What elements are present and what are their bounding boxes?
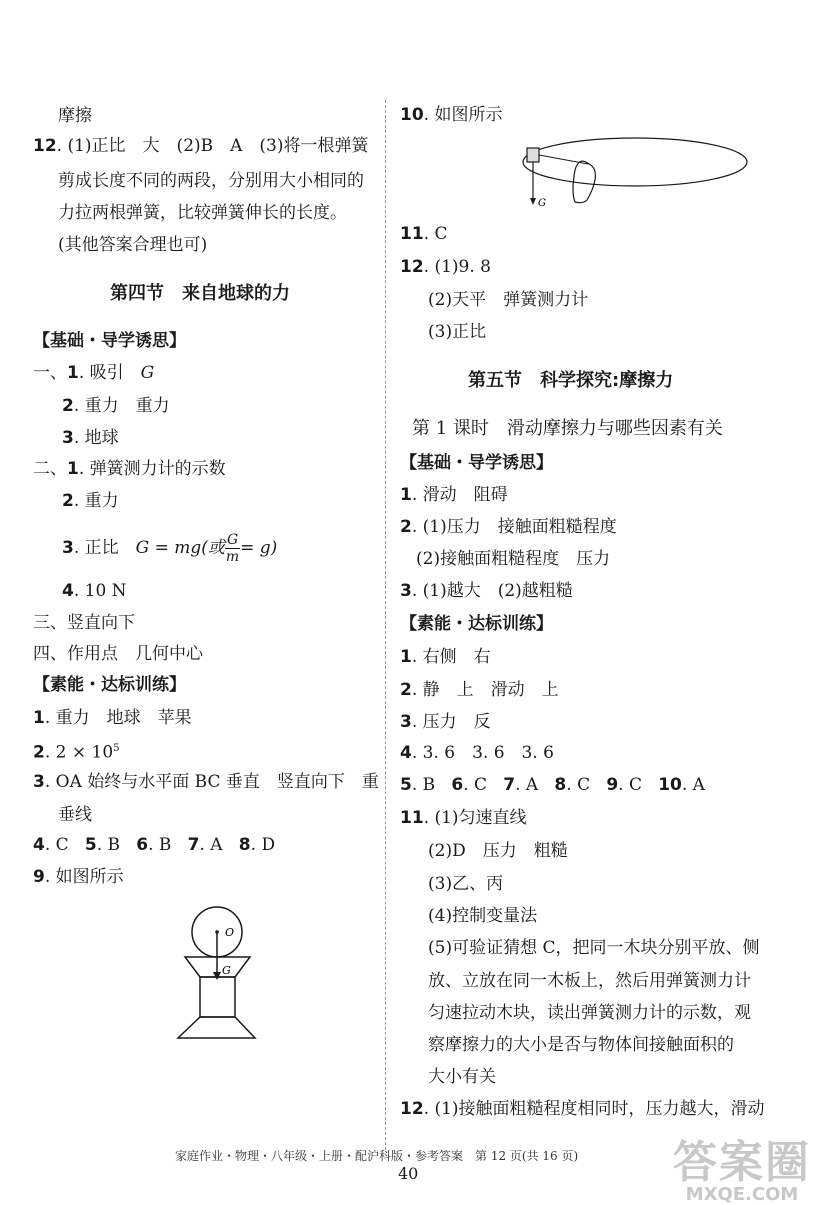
answer-text: . 重力 地球 苹果: [44, 708, 192, 728]
figure-gravity-on-ball: [170, 900, 280, 1050]
item-number: 3: [62, 428, 74, 448]
item-er-2: [62, 490, 119, 512]
item-number: 2: [62, 396, 74, 416]
answer-line: (2)天平 弹簧测力计: [428, 290, 589, 310]
answer-line: 大小有关: [428, 1067, 496, 1087]
item-yi-3: [62, 427, 119, 449]
item-number: 12: [400, 1099, 424, 1119]
answer-text: . C: [566, 775, 591, 795]
basic-2: [400, 516, 617, 538]
watermark-text: 答案圈: [673, 1137, 811, 1188]
answer-text: . 压力 反: [411, 712, 491, 732]
section-header-training: 【素能・达标训练】: [33, 675, 186, 695]
answer-text: . 弹簧测力计的示数: [78, 459, 226, 479]
weight-object: [527, 148, 539, 162]
answer-text: . C: [423, 224, 448, 244]
answer-line: 察摩擦力的大小是否与物体间接触面积的: [428, 1035, 734, 1055]
label-o: O: [225, 926, 235, 939]
label-g: G: [222, 964, 231, 977]
item-number: 2: [33, 742, 45, 763]
item-er-3: [62, 528, 277, 568]
training-r1: [400, 646, 491, 668]
answer-text: . C: [618, 775, 642, 795]
item-number: 4: [62, 581, 74, 601]
answer-line: (2)接触面粗糙程度 压力: [416, 549, 611, 569]
column-divider: [385, 100, 386, 1150]
fraction-denominator: m: [225, 549, 240, 565]
item-number: 5: [400, 775, 412, 795]
answer-text: . (1)匀速直线: [423, 808, 527, 828]
answer-text: . 重力: [73, 491, 119, 511]
item-number: 1: [33, 708, 45, 728]
orbit-ellipse: [523, 138, 747, 186]
question-number: 11: [400, 224, 424, 244]
answer-text: . B: [148, 835, 172, 855]
item-number: 8: [554, 775, 567, 795]
answer-text: . D: [250, 835, 276, 855]
item-number: 3: [62, 538, 74, 558]
item-number: 1: [67, 363, 79, 383]
training-9: [33, 866, 124, 888]
answer-text: . A: [515, 775, 539, 795]
stand-base: [178, 1017, 255, 1038]
section-title: 第四节 来自地球的力: [110, 283, 290, 304]
item-number: 7: [503, 775, 516, 795]
item-si: 四、作用点 几何中心: [33, 644, 203, 664]
part-label: 一、: [33, 363, 67, 383]
answer-text: . 吸引: [78, 363, 141, 383]
answer-text: . B: [96, 835, 121, 855]
question-10: [400, 104, 502, 126]
answer-text: . 滑动 阻碍: [411, 485, 508, 505]
training-3: [33, 771, 379, 793]
question-12: [33, 135, 369, 157]
answer-line: 剪成长度不同的两段，分别用大小相同的: [58, 171, 364, 191]
watermark-url: MXQE.COM: [685, 1184, 799, 1205]
answer-text: . 正比: [73, 538, 136, 558]
answer-line: 匀速拉动木块，读出弹簧测力计的示数，观: [428, 1003, 751, 1023]
answer-text: . 如图所示: [44, 867, 124, 887]
answer-text: . (1)压力 接触面粗糙程度: [411, 517, 617, 537]
item-number: 2: [400, 680, 412, 700]
part-label: 二、: [33, 459, 67, 479]
answer-text: . A: [199, 835, 223, 855]
item-number: 10: [658, 775, 682, 795]
page-footer: 家庭作业・物理・八年级・上册・配沪科版・参考答案 第 12 页(共 16 页): [175, 1149, 579, 1163]
item-er-1: [33, 458, 226, 480]
formula: G = mg(或: [135, 538, 225, 558]
item-number: 1: [67, 459, 79, 479]
string-line: [539, 155, 588, 164]
training-r11: [400, 807, 527, 829]
answer-text: . 如图所示: [423, 105, 503, 125]
arrow-head: [213, 972, 221, 980]
basic-1: [400, 484, 508, 506]
training-r5-10: [400, 774, 705, 796]
exponent: 5: [113, 743, 120, 754]
item-san: 三、竖直向下: [33, 613, 135, 633]
item-number: 9: [33, 867, 45, 887]
answer-text: . 静 上 滑动 上: [411, 680, 559, 700]
item-yi-1: [33, 362, 154, 384]
fraction: [225, 532, 240, 565]
item-number: 3: [33, 772, 45, 792]
page-number: 40: [398, 1164, 419, 1183]
training-r12: [400, 1098, 765, 1120]
fraction-numerator: G: [226, 532, 239, 548]
answer-line: (2)D 压力 粗糙: [428, 841, 568, 861]
question-12-right: [400, 256, 491, 278]
formula: = g): [240, 538, 278, 558]
label-g: G: [538, 198, 546, 209]
variable: G: [140, 363, 155, 383]
answer-text: . B: [411, 775, 436, 795]
answer-text: . 10 N: [73, 581, 127, 601]
basic-3: [400, 580, 573, 602]
item-number: 2: [400, 517, 412, 537]
stand-middle: [200, 977, 235, 1017]
answer-text: . (1)越大 (2)越粗糙: [411, 581, 573, 601]
item-number: 11: [400, 808, 424, 828]
section-header-training: 【素能・达标训练】: [400, 614, 553, 634]
section-title: 第五节 科学探究:摩擦力: [468, 370, 674, 391]
answer-text: . C: [463, 775, 488, 795]
arrow-head: [530, 198, 536, 205]
item-number: 3: [400, 581, 412, 601]
answer-text: . (1)接触面粗糙程度相同时，压力越大，滑动: [423, 1099, 765, 1119]
answer-text: . 2 × 10: [44, 742, 114, 763]
item-number: 8: [238, 835, 251, 855]
training-4-8: [33, 834, 275, 856]
answer-line: 力拉两根弹簧，比较弹簧伸长的长度。: [58, 203, 347, 223]
item-number: 3: [400, 712, 412, 732]
section-header-basic: 【基础・导学诱思】: [400, 453, 553, 473]
item-number: 1: [400, 647, 412, 667]
answer-text: . C: [44, 835, 69, 855]
hand-shape: [573, 161, 595, 203]
item-number: 5: [84, 835, 97, 855]
question-11: [400, 223, 448, 245]
item-number: 2: [62, 491, 74, 511]
question-number: 10: [400, 105, 424, 125]
item-number: 4: [33, 835, 45, 855]
answer-text: . (1)9. 8: [423, 257, 491, 277]
answer-text: . 重力 重力: [73, 396, 170, 416]
item-number: 4: [400, 743, 412, 763]
item-number: 9: [606, 775, 619, 795]
question-number: 12: [33, 136, 57, 156]
answer-text: . A: [681, 775, 705, 795]
answer-text: . 右侧 右: [411, 647, 491, 667]
answer-text: . (1)正比 大 (2)B A (3)将一根弹簧: [56, 136, 369, 156]
answer-line: (3)正比: [428, 322, 487, 342]
training-r2: [400, 679, 559, 701]
answer-text: . 地球: [73, 428, 119, 448]
training-r3: [400, 711, 491, 733]
answer-line: (其他答案合理也可): [58, 235, 208, 255]
answer-text: . OA 始终与水平面 BC 垂直 竖直向下 重: [44, 772, 379, 792]
training-3-continuation: 垂线: [58, 805, 92, 825]
answer-line: (4)控制变量法: [428, 906, 538, 926]
item-er-4: [62, 580, 127, 602]
continuation-text: 摩擦: [58, 106, 92, 126]
item-number: 1: [400, 485, 412, 505]
item-number: 6: [136, 835, 149, 855]
section-header-basic: 【基础・导学诱思】: [33, 331, 186, 351]
answer-line: (3)乙、丙: [428, 874, 504, 894]
item-number: 7: [187, 835, 200, 855]
lesson-title: 第 1 课时 滑动摩擦力与哪些因素有关: [412, 418, 723, 439]
item-number: 6: [451, 775, 464, 795]
training-1: [33, 707, 192, 729]
item-yi-2: [62, 395, 170, 417]
training-r4: [400, 742, 554, 764]
answer-text: . 3. 6 3. 6 3. 6: [411, 743, 554, 763]
figure-circular-motion: [520, 130, 760, 220]
training-2: [33, 738, 120, 764]
question-number: 12: [400, 257, 424, 277]
answer-line: 放、立放在同一木板上，然后用弹簧测力计: [428, 971, 751, 991]
watermark-logo: [673, 1137, 811, 1205]
answer-line: (5)可验证猜想 C，把同一木块分别平放、侧: [428, 938, 760, 958]
